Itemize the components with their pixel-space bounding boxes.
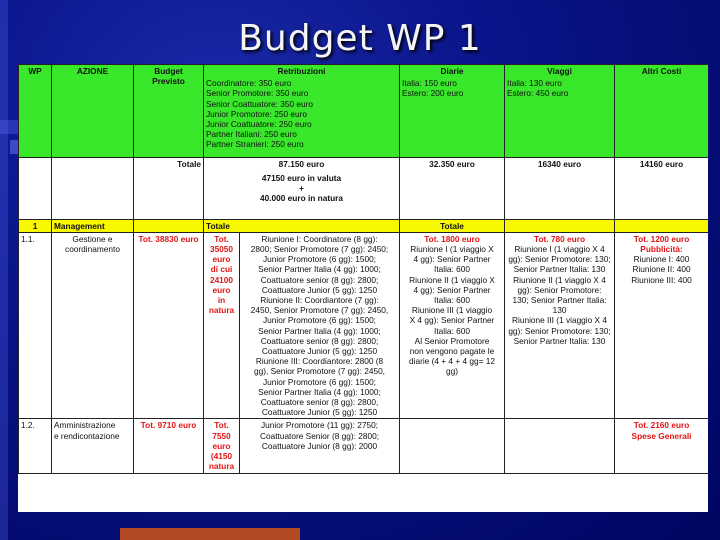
row-split: Tot. 7550 euro (4150 natura <box>204 419 240 473</box>
row-retribuzioni: Riunione I: Coordinatore (8 gg): 2800; Senior Promotore (7 gg): 2450; Junior Promotore (6 gg): 1500; Senior Partner Italia (4 gg): 1000; Coattuatore senior (8 gg): 2800; Coattuatore Junior (5 gg): 1250 Riunione II: Coordiantore (7 gg): 2450, Senior Promotore (7 gg): 2450, Junior Promotore (6 gg): 1500; Senior Partner Italia (4 gg): 1000; Coattuatore senior (8 gg): 2800; Coattuatore Junior (5 gg): 1250 Riunione III: Coordiantore: 2800 (8 gg), Senior Promotore (7 gg): 2450, Junior Promotore (6 gg): 1500; Senior Partner Italia (4 gg): 1000; Coattuatore senior (8 gg): 2800, Coattuatore Junior (5 gg): 1250 <box>240 232 400 419</box>
row-viaggi-detail: Riunione I (1 viaggio X 4 gg): Senior Promotore: 130; Senior Partner Italia: 130 Riunione II (1 viaggio X 4 gg): Senior Promotore: 130; Senior Partner Italia: 130 Riunione III (1 viaggio X 4 gg): Senior Promotore: 130; Senior Partner Italia: 130 <box>508 244 611 346</box>
col-header-diarie <box>400 65 505 158</box>
diarie-rates: Italia: 150 euro Estero: 200 euro <box>402 78 464 99</box>
row-azione: Gestione e coordinamento <box>52 232 134 419</box>
col-header-budget: Budget Previsto <box>134 65 204 158</box>
col-header-wp: WP <box>19 65 52 158</box>
col-header-azione: AZIONE <box>52 65 134 158</box>
section-altri <box>615 219 708 232</box>
row-diarie-detail: Riunione I (1 viaggio X 4 gg): Senior Partner Italia: 600 Riunione II (1 viaggio X 4 gg): Senior Partner Italia: 600 Riunione III (1 viaggio X 4 gg): Senior Partner Italia: 600 Al Senior Promotore non vengono pagate le diarie (4 + 4 + 4 gg= 12 gg) <box>409 244 496 377</box>
section-num: 1 <box>19 219 52 232</box>
table-row <box>19 419 709 473</box>
totals-wp <box>19 157 52 219</box>
row-altri-total: Tot. 2160 euro Spese Generali <box>631 420 692 441</box>
header-row <box>19 65 709 158</box>
row-altri <box>615 419 708 473</box>
section-totale-a: Totale <box>204 219 400 232</box>
row-altri-total: Tot. 1200 euro Pubblicità: <box>633 233 690 255</box>
row-budget: Tot. 9710 euro <box>134 419 204 473</box>
totals-azione <box>52 157 134 219</box>
row-viaggi <box>505 419 615 473</box>
totals-row <box>19 157 709 219</box>
row-diarie-total: Tot. 1800 euro <box>424 233 480 244</box>
row-altri <box>615 232 708 419</box>
row-viaggi-total: Tot. 780 euro <box>534 233 586 244</box>
row-num: 1.1. <box>19 232 52 419</box>
section-totale-b: Totale <box>400 219 505 232</box>
totals-label: Totale <box>134 157 204 219</box>
row-altri-detail: Riunione I: 400 Riunione II: 400 Riunione III: 400 <box>631 254 692 285</box>
bottom-accent-bar <box>120 528 300 540</box>
row-split: Tot. 35050 euro di cui 24100 euro in natura <box>204 232 240 419</box>
row-diarie <box>400 419 505 473</box>
col-header-retribuzioni <box>204 65 400 158</box>
col-header-viaggi <box>505 65 615 158</box>
section-name: Management <box>52 219 134 232</box>
totals-retribuzioni-value: 87.150 euro <box>278 158 325 169</box>
row-azione: Amministrazione e rendicontazione <box>52 419 134 473</box>
col-header-diarie-label: Diarie <box>440 66 464 76</box>
totals-retribuzioni <box>204 157 400 219</box>
row-viaggi <box>505 232 615 419</box>
row-num: 1.2. <box>19 419 52 473</box>
row-diarie <box>400 232 505 419</box>
table-row <box>19 232 709 419</box>
section-viaggi <box>505 219 615 232</box>
retribuzioni-rates: Coordinatore: 350 euro Senior Promotore: 350 euro Senior Coattuatore: 350 euro Junior Promotore: 250 euro Junior Coattuatore: 250 euro Partner Italiani: 250 euro Partner Stranieri: 250 euro <box>206 78 314 150</box>
totals-viaggi: 16340 euro <box>505 157 615 219</box>
budget-table-sheet <box>18 64 708 512</box>
row-budget: Tot. 38830 euro <box>134 232 204 419</box>
section-budget <box>134 219 204 232</box>
section-row <box>19 219 709 232</box>
left-accent-bar <box>0 0 8 540</box>
slide-title: Budget WP 1 <box>238 18 482 59</box>
totals-retribuzioni-note: 47150 euro in valuta + 40.000 euro in natura <box>260 172 344 204</box>
col-header-altri: Altri Costi <box>615 65 708 158</box>
totals-altri: 14160 euro <box>615 157 708 219</box>
row-retribuzioni: Junior Promotore (11 gg): 2750; Coattuatore Senior (8 gg): 2800; Coattuatore Junior (8 gg): 2000 <box>240 419 400 473</box>
budget-table <box>18 64 708 474</box>
totals-diarie: 32.350 euro <box>400 157 505 219</box>
col-header-retribuzioni-label: Retribuzioni <box>277 66 326 76</box>
col-header-viaggi-label: Viaggi <box>547 66 572 76</box>
viaggi-rates: Italia: 130 euro Estero: 450 euro <box>507 78 569 99</box>
